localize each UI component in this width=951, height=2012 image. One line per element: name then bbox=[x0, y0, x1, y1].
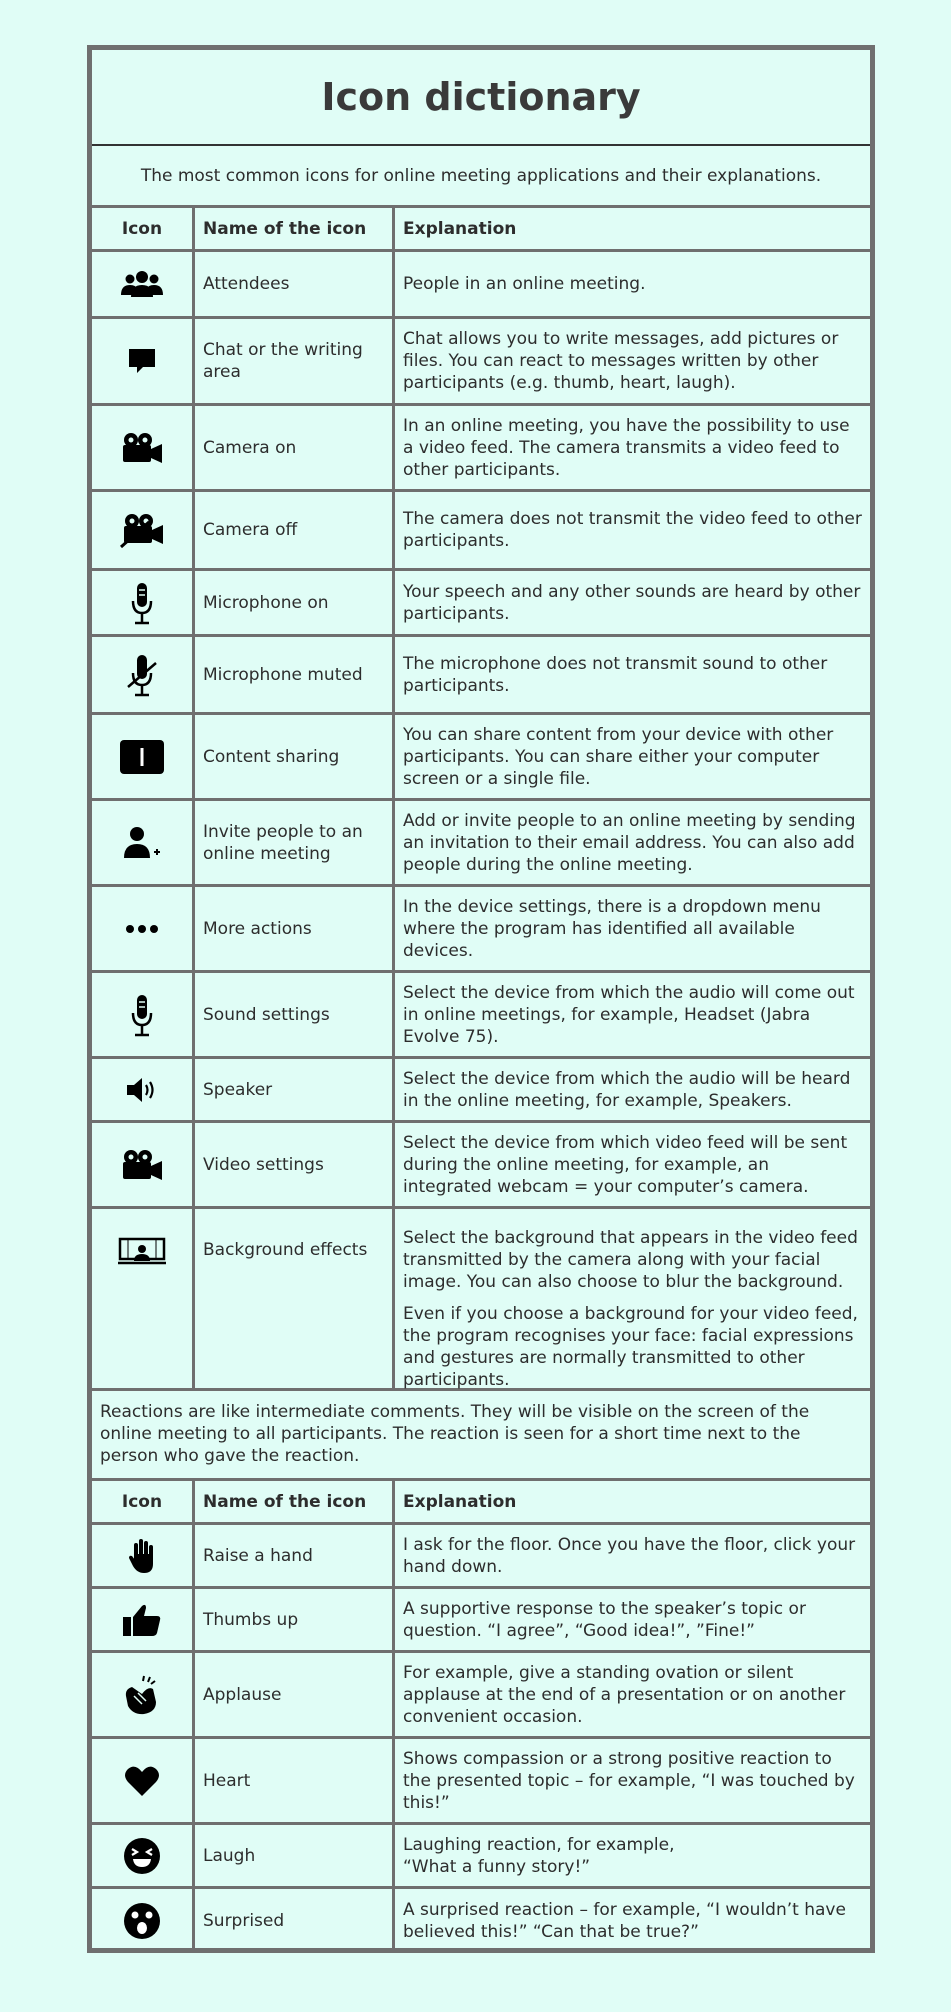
reactions-note: Reactions are like intermediate comments. They will be visible on the screen of the online meeting to all participants. The reaction is seen for a short time next to the person who gave the reaction. bbox=[92, 1391, 870, 1481]
table-row bbox=[92, 406, 870, 492]
row-explanation: For example, give a standing ovation or silent applause at the end of a presentation or on another convenient occasion. bbox=[403, 1662, 846, 1727]
intro-text: The most common icons for online meeting applications and their explanations. bbox=[92, 146, 870, 208]
row-explanation: Laughing reaction, for example, “What a funny story!” bbox=[403, 1834, 675, 1877]
table-row bbox=[92, 801, 870, 887]
camera-off-icon bbox=[119, 512, 165, 548]
row-explanation: In an online meeting, you have the possibility to use a video feed. The camera transmits a video feed to other participants. bbox=[403, 415, 850, 480]
icon-dictionary-table bbox=[87, 45, 875, 1953]
row-explanation: Select the device from which the audio will be heard in the online meeting, for example, Speakers. bbox=[403, 1068, 851, 1111]
table-row bbox=[92, 1209, 870, 1391]
more-actions-icon bbox=[125, 924, 159, 934]
row-explanation: The camera does not transmit the video feed to other participants. bbox=[403, 509, 862, 551]
table-row bbox=[92, 319, 870, 406]
header-explanation: Explanation bbox=[403, 218, 517, 239]
header-icon: Icon bbox=[92, 208, 195, 249]
invite-person-icon bbox=[122, 826, 162, 860]
camera-icon bbox=[120, 431, 164, 465]
content-sharing-icon bbox=[119, 739, 165, 775]
background-effects-icon bbox=[118, 1237, 166, 1265]
row-name: Chat or the writing area bbox=[195, 319, 395, 403]
row-name: Applause bbox=[195, 1653, 395, 1736]
row-name: Thumbs up bbox=[195, 1589, 395, 1650]
row-name: Speaker bbox=[195, 1059, 395, 1120]
row-explanation: Add or invite people to an online meeting by sending an invitation to their email address. You can also add people during the online meeting. bbox=[403, 810, 856, 875]
microphone-icon bbox=[129, 993, 155, 1037]
row-explanation: Select the background that appears in the video feed transmitted by the camera along with your facial image. You can also choose to blur the background. bbox=[403, 1228, 858, 1292]
microphone-muted-icon bbox=[126, 653, 158, 697]
row-explanation: Your speech and any other sounds are heard by other participants. bbox=[403, 581, 861, 624]
row-name: Invite people to an online meeting bbox=[195, 801, 395, 884]
row-name: Laugh bbox=[195, 1825, 395, 1886]
row-name: Content sharing bbox=[195, 715, 395, 798]
table-row bbox=[92, 1589, 870, 1653]
raise-hand-icon bbox=[127, 1538, 157, 1574]
heart-icon bbox=[124, 1765, 160, 1797]
row-name: Video settings bbox=[195, 1123, 395, 1206]
page-title: Icon dictionary bbox=[92, 50, 870, 146]
applause-icon bbox=[122, 1674, 162, 1716]
row-explanation: I ask for the floor. Once you have the floor, click your hand down. bbox=[403, 1534, 856, 1577]
row-explanation-continued: Even if you choose a background for your video feed, the program recognises your face: facial expressions and gestures are normally transmitted to other participants. bbox=[403, 1304, 858, 1390]
row-name: Surprised bbox=[195, 1889, 395, 1953]
chat-icon bbox=[127, 347, 157, 375]
table-row bbox=[92, 492, 870, 571]
row-explanation: A surprised reaction – for example, “I wouldn’t have believed this!” “Can that be true?” bbox=[403, 1900, 846, 1942]
table-header bbox=[92, 1481, 870, 1525]
row-name: More actions bbox=[195, 887, 395, 970]
table-row bbox=[92, 1739, 870, 1825]
row-name: Sound settings bbox=[195, 973, 395, 1056]
row-explanation: Select the device from which the audio will come out in online meetings, for example, Headset (Jabra Evolve 75). bbox=[403, 982, 855, 1047]
row-name: Raise a hand bbox=[195, 1525, 395, 1586]
table-row bbox=[92, 1889, 870, 1953]
row-name: Microphone muted bbox=[195, 637, 395, 712]
table-row bbox=[92, 887, 870, 973]
table-row bbox=[92, 1825, 870, 1889]
row-name: Heart bbox=[195, 1739, 395, 1822]
table-row bbox=[92, 1123, 870, 1209]
table-row bbox=[92, 973, 870, 1059]
header-name: Name of the icon bbox=[195, 1481, 395, 1522]
row-name: Background effects bbox=[195, 1209, 395, 1388]
table-row bbox=[92, 637, 870, 715]
table-row bbox=[92, 715, 870, 801]
row-explanation: People in an online meeting. bbox=[403, 274, 646, 294]
row-name: Camera on bbox=[195, 406, 395, 489]
row-explanation: Select the device from which video feed will be sent during the online meeting, for example, an integrated webcam = your computer’s camera. bbox=[403, 1132, 848, 1197]
table-row bbox=[92, 1653, 870, 1739]
table-row bbox=[92, 1525, 870, 1589]
header-name: Name of the icon bbox=[195, 208, 395, 249]
attendees-icon bbox=[120, 270, 164, 298]
row-name: Camera off bbox=[195, 492, 395, 568]
thumbs-up-icon bbox=[122, 1603, 162, 1637]
row-explanation: You can share content from your device with other participants. You can share either your computer screen or a single file. bbox=[403, 724, 834, 789]
table-header bbox=[92, 208, 870, 252]
row-explanation: In the device settings, there is a dropdown menu where the program has identified all available devices. bbox=[403, 896, 821, 961]
laugh-icon bbox=[123, 1837, 161, 1875]
surprised-icon bbox=[123, 1902, 161, 1940]
table-row bbox=[92, 1059, 870, 1123]
row-explanation: Shows compassion or a strong positive reaction to the presented topic – for example, “I was touched by this!” bbox=[403, 1748, 855, 1813]
table-row bbox=[92, 571, 870, 637]
row-name: Microphone on bbox=[195, 571, 395, 634]
speaker-icon bbox=[125, 1076, 159, 1104]
header-explanation: Explanation bbox=[403, 1491, 517, 1512]
camera-icon bbox=[120, 1148, 164, 1182]
microphone-icon bbox=[129, 581, 155, 625]
table-row bbox=[92, 252, 870, 319]
row-explanation: A supportive response to the speaker’s topic or question. “I agree”, “Good idea!”, ”Fine!” bbox=[403, 1598, 806, 1641]
row-name: Attendees bbox=[195, 252, 395, 316]
header-icon: Icon bbox=[92, 1481, 195, 1522]
row-explanation: The microphone does not transmit sound to other participants. bbox=[403, 653, 828, 696]
row-explanation: Chat allows you to write messages, add pictures or files. You can react to messages written by other participants (e.g. thumb, heart, laugh). bbox=[403, 329, 839, 393]
